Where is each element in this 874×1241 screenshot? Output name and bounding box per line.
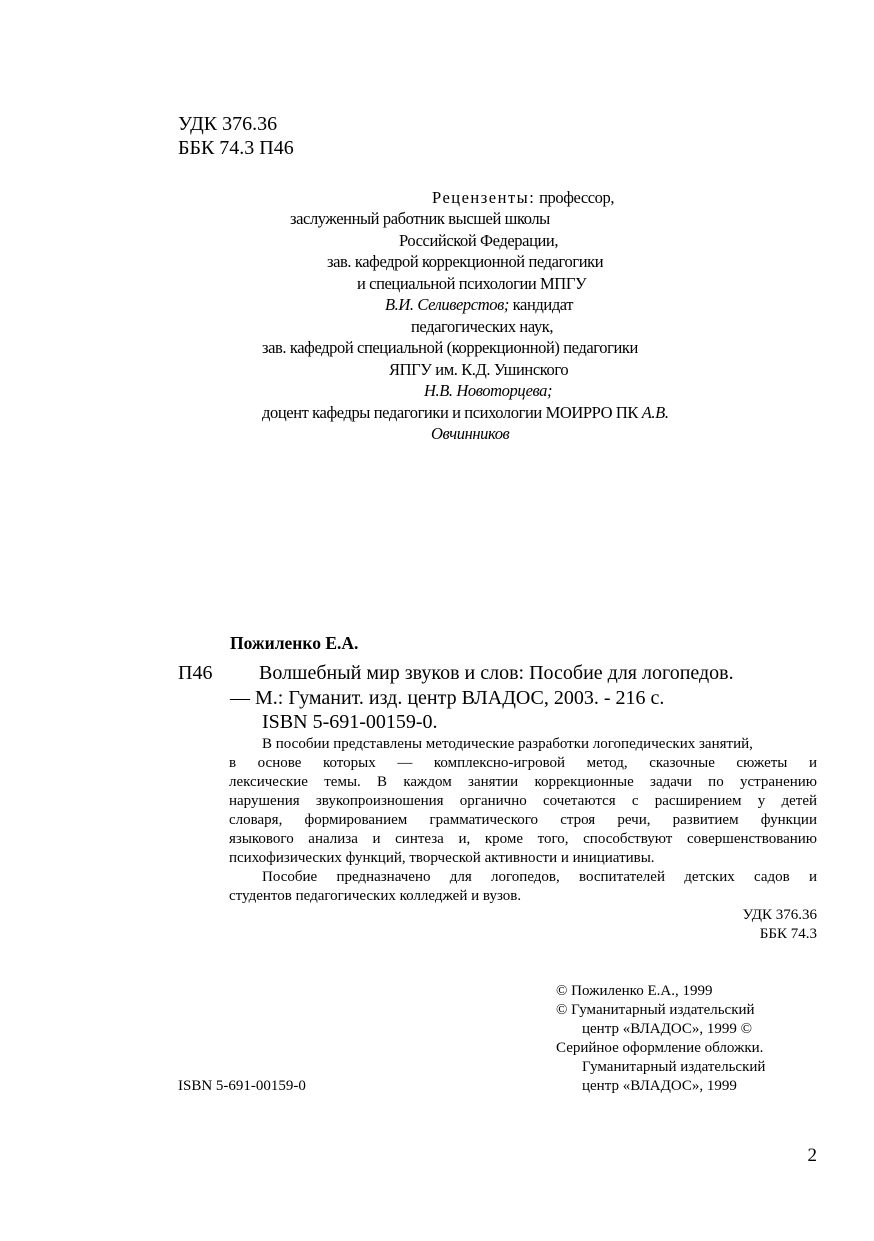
reviewers-line-2: заслуженный работник высшей школы — [290, 209, 550, 228]
reviewers-line-7: педагогических наук, — [411, 317, 554, 336]
catalog-author: Пожиленко Е.А. — [230, 633, 359, 653]
reviewers-line-3: Российской Федерации, — [399, 231, 559, 250]
reviewers-line-4: зав. кафедрой коррекционной педагогики — [327, 252, 604, 271]
reviewers-line-9: ЯПГУ им. К.Д. Ушинского — [389, 360, 569, 379]
copyright-line: центр «ВЛАДОС», 1999 © — [582, 1021, 753, 1037]
reviewers-line-5: и специальной психологии МПГУ — [357, 274, 587, 293]
annotation-line: словаря, формированием грамматического строя речи, развитием функции — [229, 812, 817, 828]
reviewers-line-6 — [385, 294, 573, 316]
reviewer-name-novotortseva: Н.В. Новоторцева; — [424, 381, 553, 400]
copyright-line: центр «ВЛАДОС», 1999 — [582, 1078, 737, 1094]
copyright-line: Гуманитарный издательский — [582, 1059, 766, 1075]
bbk-header: ББК 74.3 П46 — [178, 137, 294, 159]
reviewers-line-8: зав. кафедрой специальной (коррекционной) педагогики — [262, 338, 638, 357]
catalog-code: П46 — [178, 662, 213, 684]
reviewer-name-ovchinnikov: Овчинников — [431, 424, 510, 443]
reviewers-text: профессор, — [539, 188, 615, 207]
annotation-line: В пособии представлены методические разработки логопедических занятий, — [262, 736, 753, 752]
annotation-line: психофизических функций, творческой активности и инициативы. — [229, 850, 655, 866]
copyright-line: © Гуманитарный издательский — [556, 1002, 755, 1018]
reviewers-heading: Рецензенты: — [432, 188, 536, 207]
annotation-udk: УДК 376.36 — [742, 907, 817, 923]
reviewers-text: доцент кафедры педагогики и психологии МОИРРО ПК — [262, 403, 638, 422]
annotation-line: языкового анализа и синтеза и, кроме того, способствуют совершенствованию — [229, 831, 817, 847]
copyright-line: Серийное оформление обложки. — [556, 1040, 764, 1056]
udk-header: УДК 376.36 — [178, 113, 278, 135]
catalog-isbn: ISBN 5-691-00159-0. — [262, 711, 438, 733]
reviewers-line-11 — [262, 402, 669, 424]
annotation-line: студентов педагогических колледжей и вузов. — [229, 888, 522, 904]
reviewers-line-1 — [432, 187, 614, 209]
reviewers-text: кандидат — [512, 295, 574, 314]
reviewer-name-seliverstov: В.И. Селиверстов; — [385, 295, 509, 314]
footer-isbn: ISBN 5-691-00159-0 — [178, 1078, 306, 1094]
catalog-publisher: — М.: Гуманит. изд. центр ВЛАДОС, 2003. - 216 с. — [230, 687, 665, 709]
annotation-line: в основе которых — комплексно-игровой метод, сказочные сюжеты и — [229, 755, 817, 771]
annotation-line: Пособие предназначено для логопедов, воспитателей детских садов и — [262, 869, 817, 885]
annotation-line: лексические темы. В каждом занятии коррекционные задачи по устранению — [229, 774, 817, 790]
reviewer-name-ovchinnikov-initials: А.В. — [641, 403, 669, 422]
copyright-line: © Пожиленко Е.А., 1999 — [556, 983, 713, 999]
annotation-bbk: ББК 74.3 — [759, 926, 817, 942]
catalog-title: Волшебный мир звуков и слов: Пособие для логопедов. — [259, 662, 734, 684]
page-number: 2 — [807, 1145, 817, 1166]
annotation-line: нарушения звукопроизношения органично сочетаются с расширением у детей — [229, 793, 817, 809]
